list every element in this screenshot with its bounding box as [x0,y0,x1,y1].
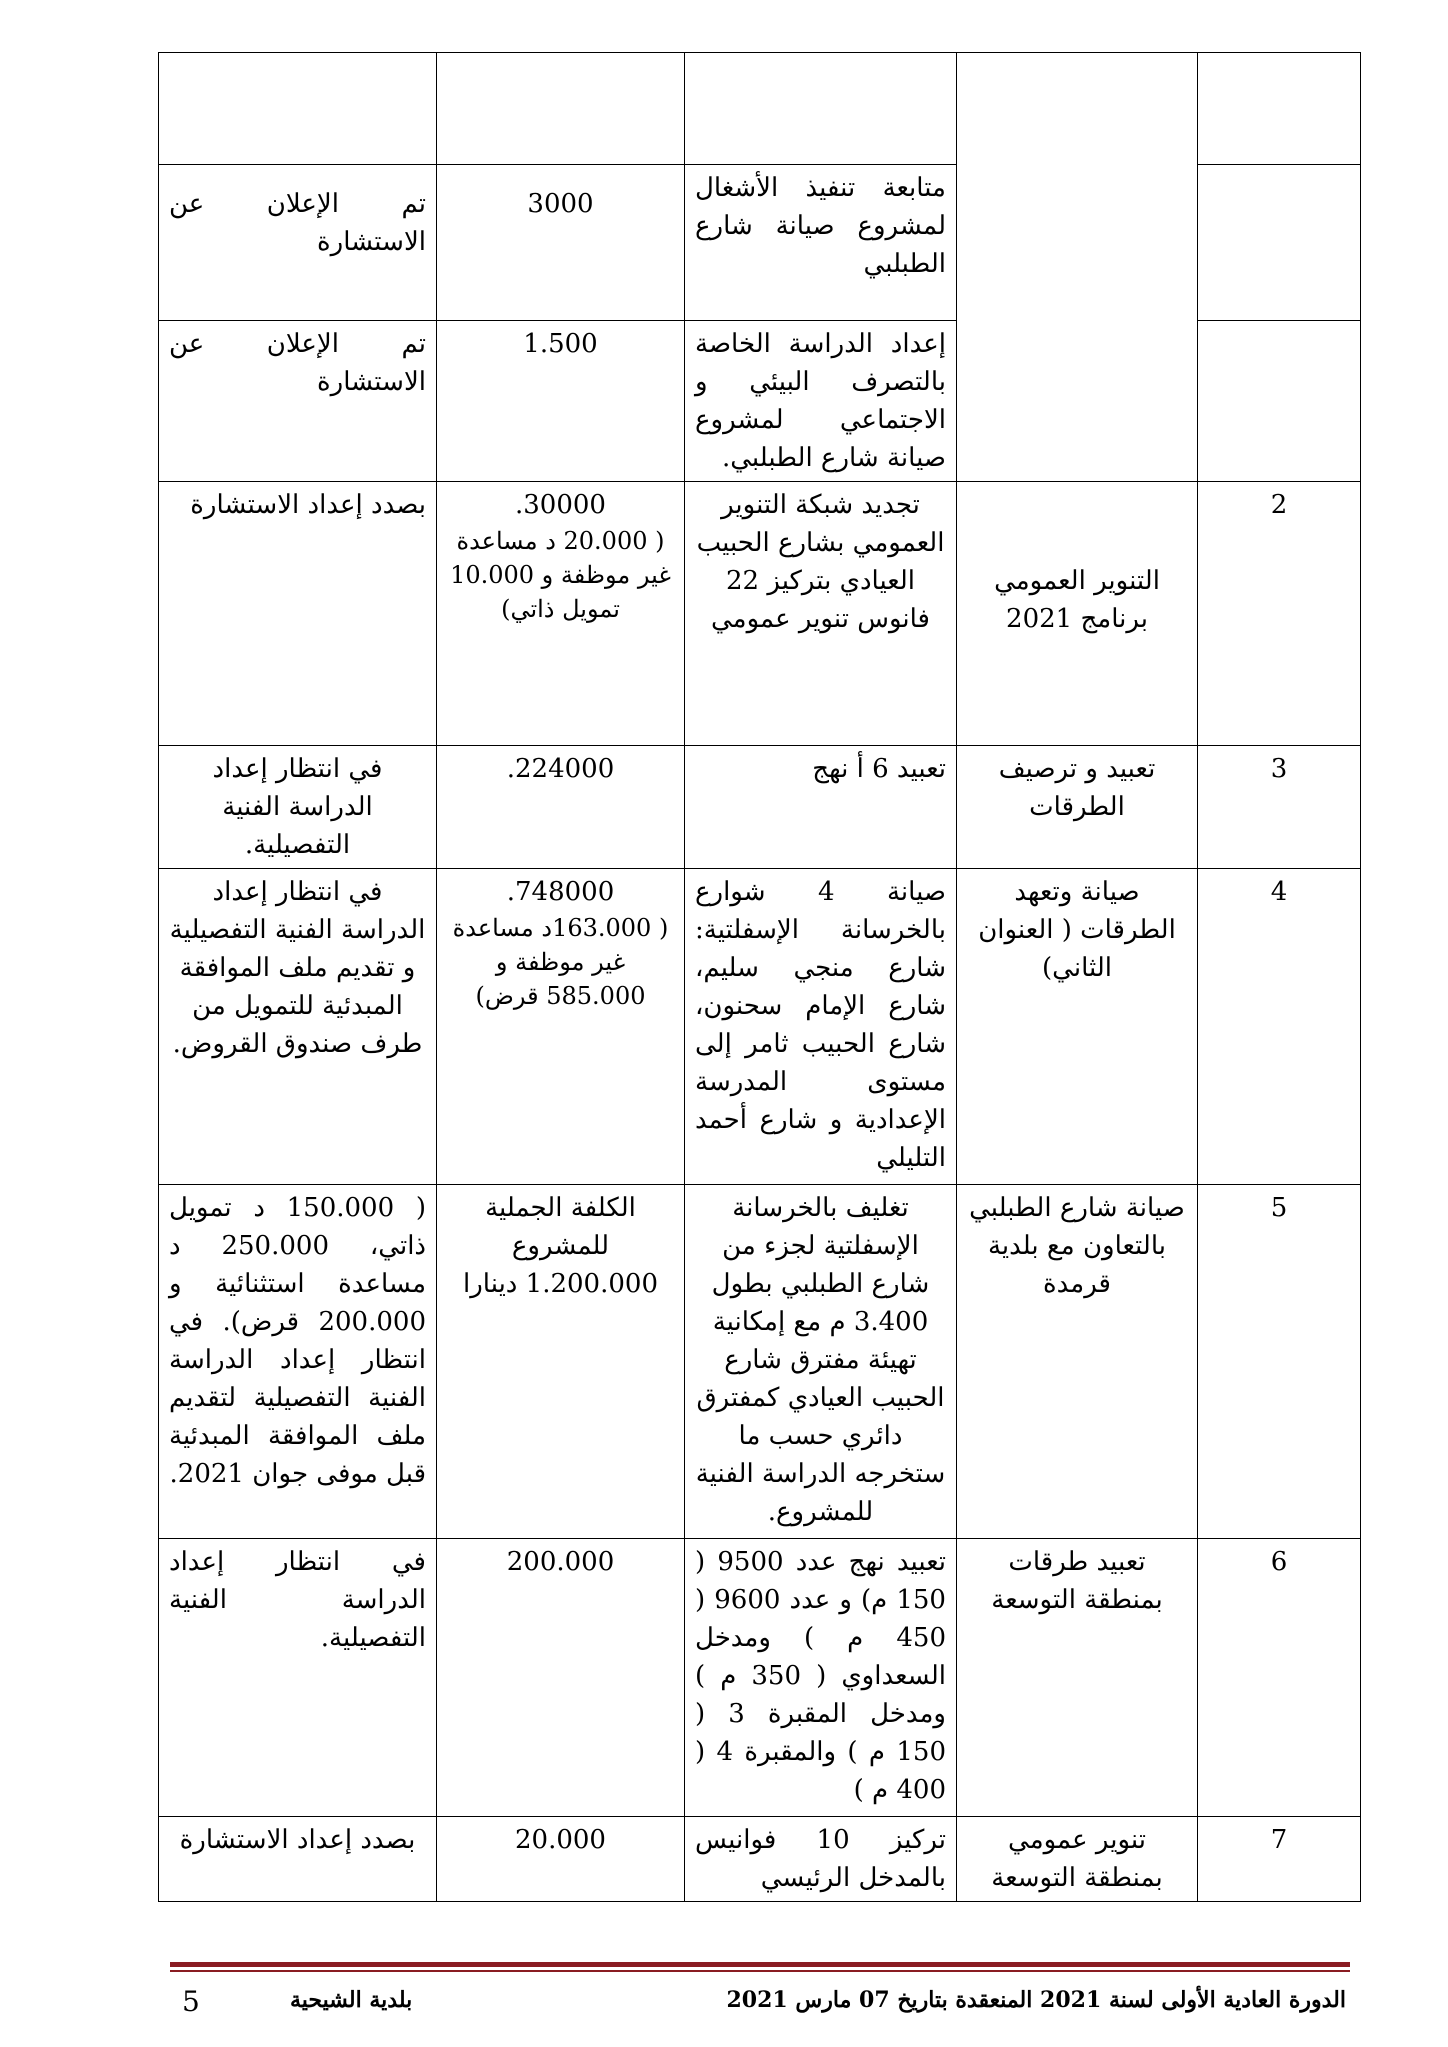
action-description: تركيز 10 فوانيس بالمدخل الرئيسي [685,1817,957,1902]
cost-cell [437,1185,685,1539]
cost-cell [437,746,685,869]
row-number: 3 [1198,746,1361,869]
cost-breakdown: ( 163.000د مساعدة غير موظفة و 585.000 قرض) [452,914,669,1010]
row-number: 6 [1198,1539,1361,1817]
notes-cell: ( 150.000 د تمويل ذاتي، 250.000 د مساعدة استثنائية و 200.000 قرض). في انتظار إعداد الدراسة الفنية التفصيلية لتقديم ملف الموافقة المبدئية قبل موفى جوان 2021. [159,1185,437,1539]
action-description: متابعة تنفيذ الأشغال لمشروع صيانة شارع الطبلبي [685,165,957,321]
projects-table [158,52,1361,1902]
cost-cell [437,482,685,746]
row-number [1198,165,1361,321]
action-description: تغليف بالخرسانة الإسفلتية لجزء من شارع الطبلبي بطول 3.400 م مع إمكانية تهيئة مفترق شارع الحبيب العيادي كمفترق دائري حسب ما ستخرجه الدراسة الفنية للمشروع. [685,1185,957,1539]
project-name: تنوير عمومي بمنطقة التوسعة [957,1817,1198,1902]
cost-value: 200.000 [506,1547,615,1577]
row-number: 5 [1198,1185,1361,1539]
table-row [159,746,1361,869]
cost-cell [437,1817,685,1902]
cost-breakdown: ( 20.000 د مساعدة غير موظفة و 10.000 تمويل ذاتي) [450,527,671,623]
row-number: 7 [1198,1817,1361,1902]
notes-cell: في انتظار إعداد الدراسة الفنية التفصيلية. [159,1539,437,1817]
action-description [685,53,957,165]
row-number: 2 [1198,482,1361,746]
cost-value: الكلفة الجملية للمشروع 1.200.000 دينارا [463,1193,658,1299]
table-row [159,482,1361,746]
cost-value: 3000 [527,189,594,219]
cost-cell [437,869,685,1185]
action-description: تجديد شبكة التنوير العمومي بشارع الحبيب العيادي بتركيز 22 فانوس تنوير عمومي [685,482,957,746]
project-name: صيانة شارع الطبلبي بالتعاون مع بلدية قرمدة [957,1185,1198,1539]
table-row [159,1185,1361,1539]
action-description: تعبيد نهج عدد 9500 ( 150 م) و عدد 9600 ( 450 م ) ومدخل السعداوي ( 350 م ) ومدخل المقبرة 3 ( 150 م ) والمقبرة 4 ( 400 م ) [685,1539,957,1817]
notes-cell: تم الإعلان عن الاستشارة [159,321,437,482]
table-row [159,53,1361,165]
notes-cell: بصدد إعداد الاستشارة [159,1817,437,1902]
row-number: 4 [1198,869,1361,1185]
page-number: 5 [182,1985,200,2018]
cost-value: 20.000 [515,1825,606,1855]
footer-divider-thin [170,1970,1350,1972]
footer-divider [170,1962,1350,1967]
table-row [159,869,1361,1185]
project-name: صيانة وتعهد الطرقات ( العنوان الثاني) [957,869,1198,1185]
cost-cell [437,1539,685,1817]
footer-session: الدورة العادية الأولى لسنة 2021 المنعقدة بتاريخ 07 مارس 2021 [726,1987,1346,2013]
cost-value: 224000. [506,754,615,784]
cost-cell [437,165,685,321]
notes-cell [159,53,437,165]
action-description: صيانة 4 شوارع بالخرسانة الإسفلتية: شارع منجي سليم، شارع الإمام سحنون، شارع الحبيب ثامر إلى مستوى المدرسة الإعدادية و شارع أحمد التليلي [685,869,957,1185]
cost-value: 1.500 [523,329,598,359]
notes-cell: في انتظار إعداد الدراسة الفنية التفصيلية. [159,746,437,869]
table-row [159,1539,1361,1817]
cost-value: 748000. [506,877,615,907]
table-row [159,1817,1361,1902]
footer-municipality: بلدية الشيحية [290,1987,413,2013]
project-name: تعبيد و ترصيف الطرقات [957,746,1198,869]
project-name: تعبيد طرقات بمنطقة التوسعة [957,1539,1198,1817]
cost-value: 30000. [515,490,606,520]
notes-cell: بصدد إعداد الاستشارة [159,482,437,746]
project-name [957,53,1198,482]
project-name: التنوير العمومي برنامج 2021 [957,482,1198,746]
action-description: إعداد الدراسة الخاصة بالتصرف البيئي و الاجتماعي لمشروع صيانة شارع الطبلبي. [685,321,957,482]
cost-cell [437,53,685,165]
cost-cell [437,321,685,482]
notes-cell: في انتظار إعداد الدراسة الفنية التفصيلية و تقديم ملف الموافقة المبدئية للتمويل من طرف صندوق القروض. [159,869,437,1185]
row-number [1198,321,1361,482]
notes-cell: تم الإعلان عن الاستشارة [159,165,437,321]
action-description: تعبيد 6 أ نهج [685,746,957,869]
row-number [1198,53,1361,165]
